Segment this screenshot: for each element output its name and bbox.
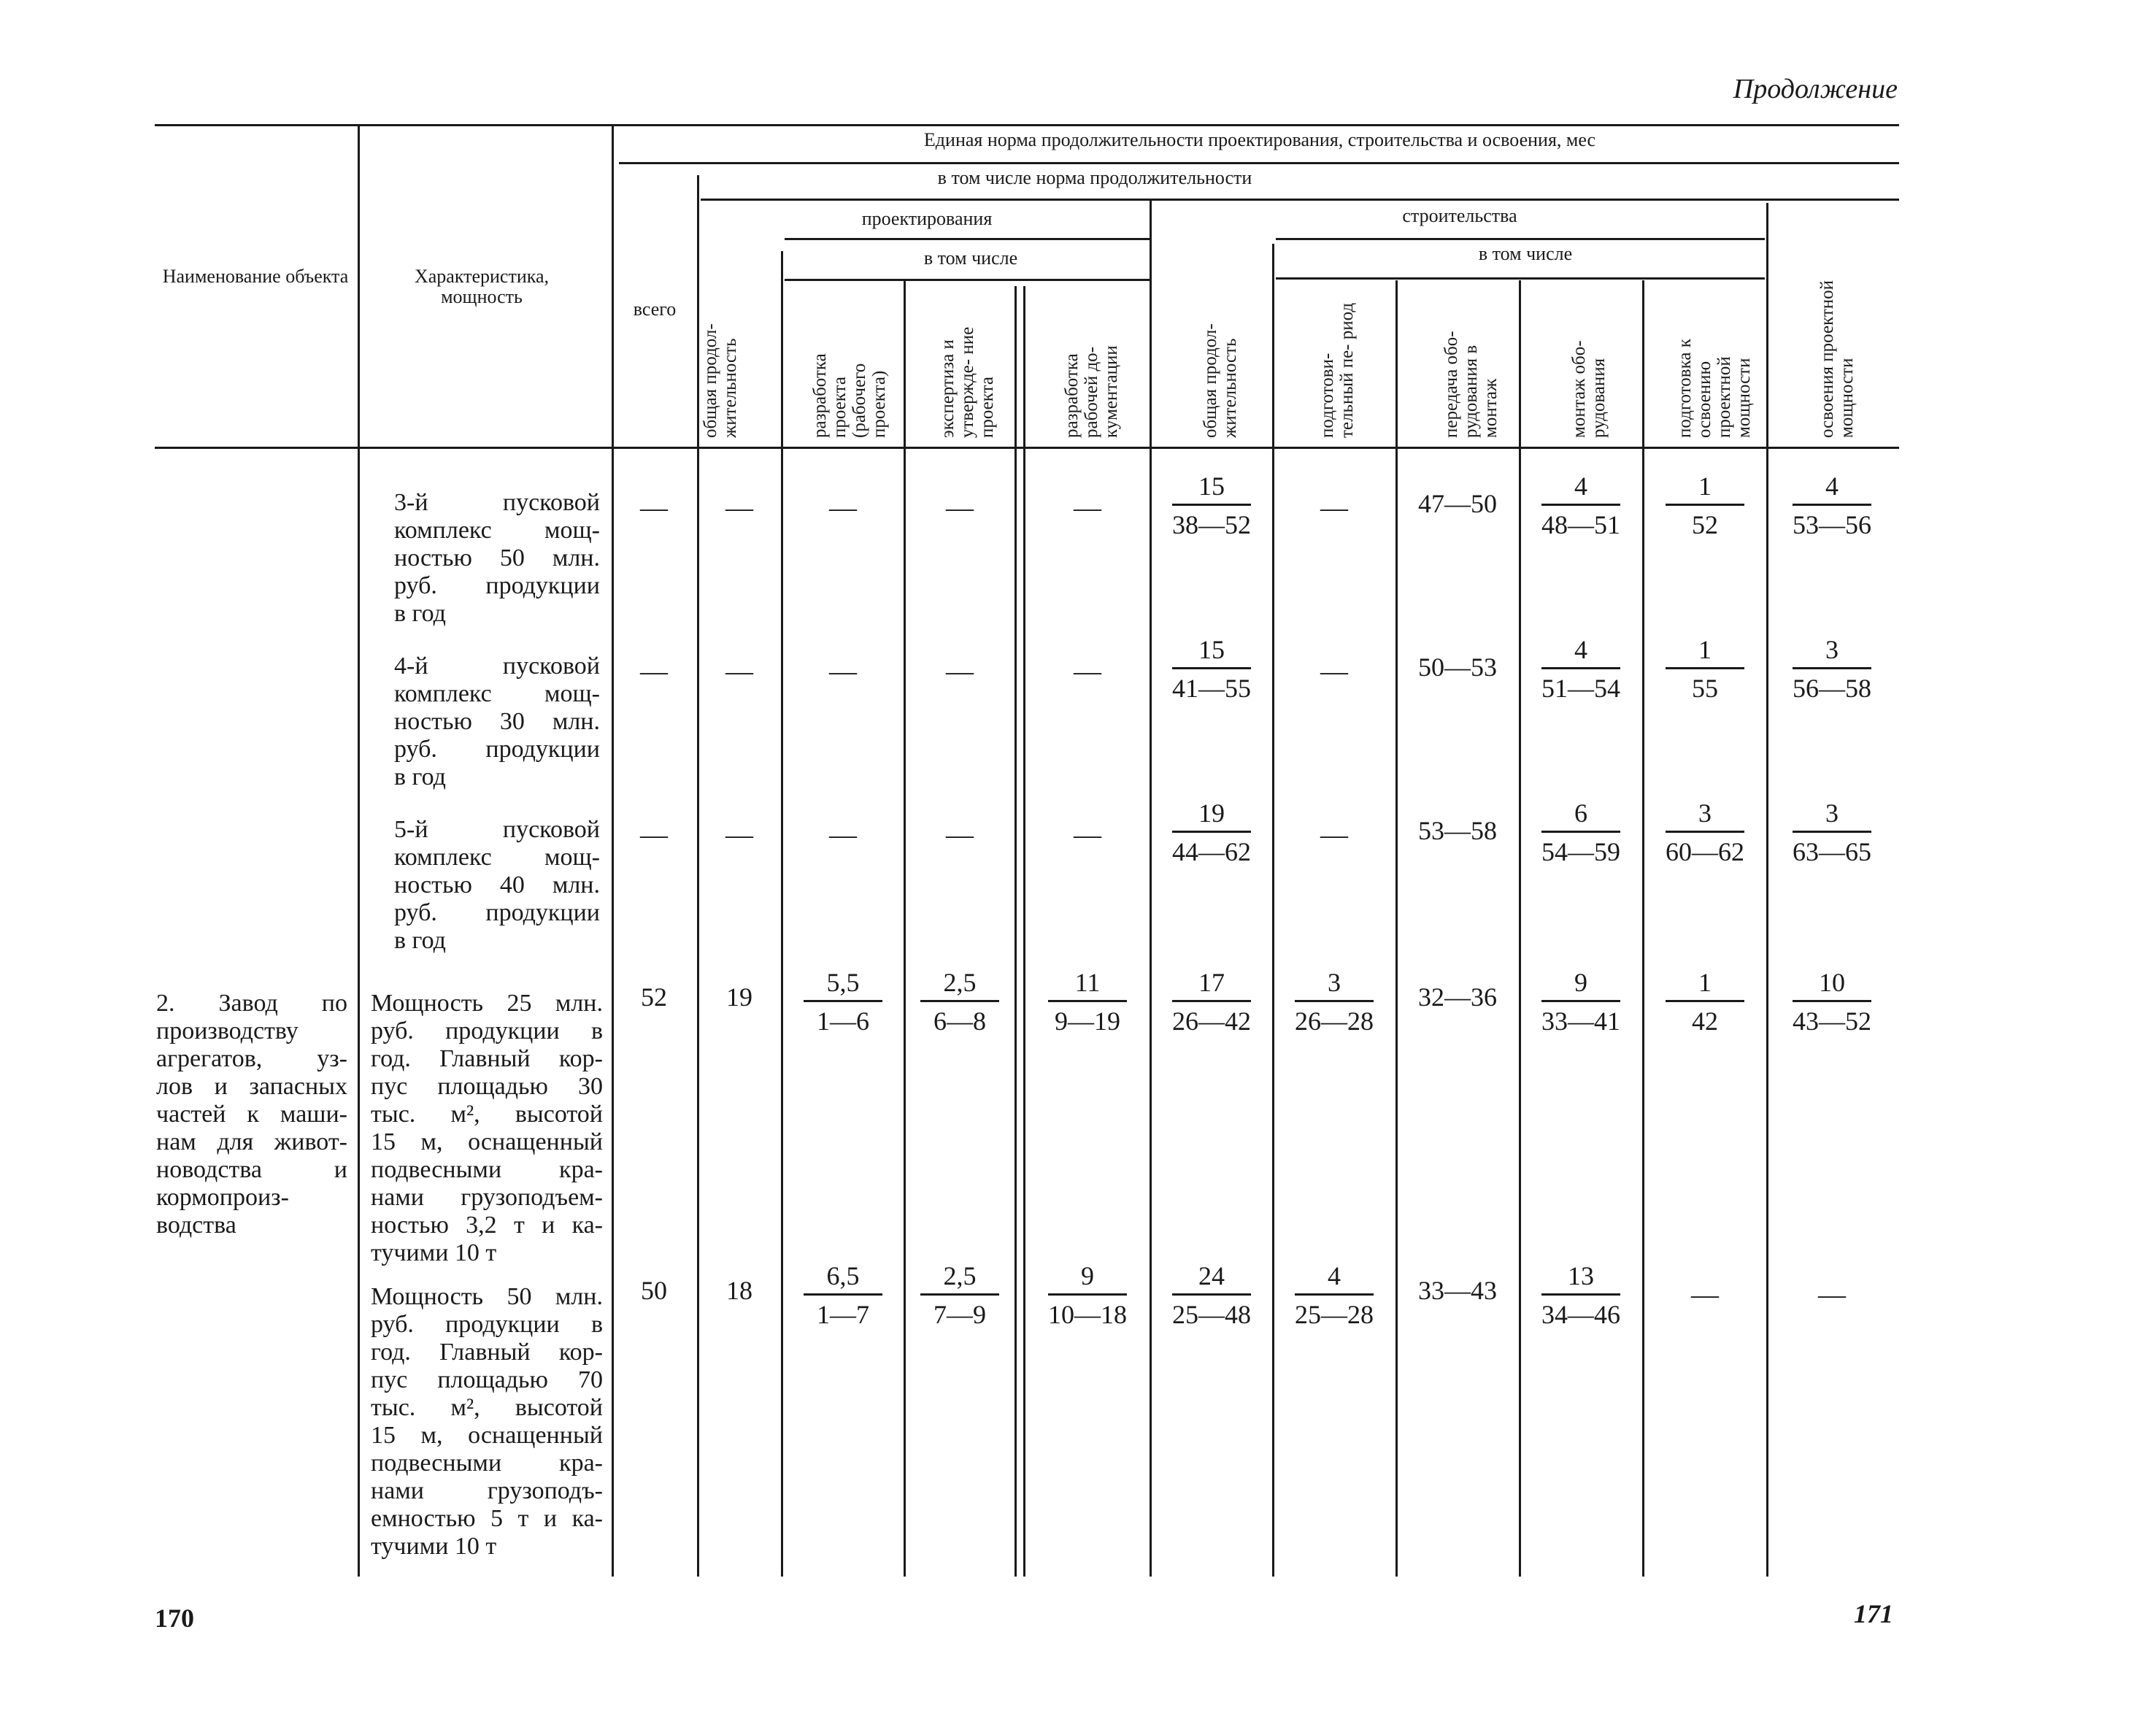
characteristic-line: ностью 30 млн. (394, 708, 600, 735)
characteristic-4 (371, 990, 603, 1267)
cell-c-prep-row3: — (1320, 820, 1348, 850)
header-construction-master: подготовка к освоению проектной мощности (1675, 339, 1754, 438)
header-including-construction: в том числе (1478, 243, 1573, 264)
page-number-right: 171 (1854, 1599, 1893, 1628)
cell-c-master-row1-numerator: 1 (1698, 472, 1712, 501)
cell-d-dev-row4-denominator: 1—6 (817, 1007, 869, 1036)
object-name-4 (156, 990, 347, 1239)
characteristic-line: руб. продукции (394, 899, 600, 926)
cell-c-transfer-row5: 33—43 (1418, 1276, 1497, 1305)
header-unified-norm: Единая норма продолжительности проектирования, строительства и освоения, мес (923, 129, 1596, 150)
cell-c-master-row2-numerator: 1 (1698, 635, 1712, 664)
cell-d-work-row4-denominator: 9—19 (1055, 1007, 1120, 1036)
characteristic-line: в год (394, 600, 446, 627)
cell-c-transfer-row4: 32—36 (1418, 982, 1497, 1012)
cell-c-prep-row4 (1290, 968, 1378, 1039)
header-construction-general: общая продол- жительность (1201, 323, 1240, 438)
cell-c-master-row2 (1661, 635, 1749, 706)
cell-c-master-row3 (1661, 798, 1749, 869)
characteristic-line: 15 м, оснащенный (371, 1422, 603, 1449)
cell-c-gen-row2-denominator: 41—55 (1172, 674, 1251, 703)
cell-d-work-row5 (1044, 1261, 1131, 1332)
characteristic-line: 3-й пусковой (394, 489, 600, 516)
characteristic-line: 4-й пусковой (394, 653, 600, 680)
characteristic-line: ностью 40 млн. (394, 871, 600, 898)
cell-c-gen-row4-denominator: 26—42 (1172, 1007, 1251, 1036)
header-construction: строительства (1402, 205, 1517, 226)
cell-c-prep-row4-denominator: 26—28 (1295, 1007, 1374, 1036)
cell-c-mount-row4-numerator: 9 (1574, 968, 1587, 997)
object-name-line: кормопроиз- (156, 1184, 289, 1211)
characteristic-line: ностью 3,2 т и ка- (371, 1212, 603, 1239)
cell-c-master-row3-numerator: 3 (1698, 798, 1712, 828)
cell-c-gen-row1-numerator: 15 (1198, 472, 1225, 501)
cell-c-master-row4-numerator: 1 (1698, 968, 1712, 997)
cell-mastering-row1-denominator: 53—56 (1793, 510, 1871, 539)
cell-c-mount-row1-numerator: 4 (1574, 472, 1587, 501)
cell-total-row5: 50 (641, 1276, 667, 1305)
characteristic-3 (394, 816, 600, 955)
cell-mastering-row4-numerator: 10 (1819, 968, 1845, 997)
cell-c-mount-row3 (1537, 798, 1625, 869)
header-construction-mount: монтаж обо- рудования (1569, 340, 1609, 438)
cell-c-master-row1 (1661, 472, 1749, 542)
cell-mastering-row5: — (1818, 1279, 1846, 1310)
cell-d-work-row4 (1044, 968, 1131, 1039)
cell-mastering-row4 (1788, 968, 1876, 1039)
header-construction-transfer: передача обо- рудования в монтаж (1441, 331, 1501, 438)
characteristic-line: тучими 10 т (371, 1239, 497, 1266)
header-design-general: общая продол- жительность (701, 323, 740, 438)
cell-d-work-row3: — (1074, 820, 1101, 850)
cell-c-master-row3-denominator: 60—62 (1666, 837, 1744, 866)
cell-mastering-row3-denominator: 63—65 (1793, 837, 1871, 866)
cell-c-transfer-row2: 50—53 (1418, 653, 1497, 682)
cell-d-exp-row5-numerator: 2,5 (943, 1261, 977, 1290)
cell-d-dev-row1: — (829, 493, 857, 523)
characteristic-line: ностью 50 млн. (394, 544, 600, 572)
cell-d-dev-row4 (799, 968, 887, 1039)
cell-c-mount-row4-denominator: 33—41 (1541, 1007, 1620, 1036)
cell-d-exp-row5 (916, 1261, 1004, 1332)
header-including-design: в том числе (923, 247, 1018, 269)
cell-c-prep-row4-numerator: 3 (1328, 968, 1341, 997)
cell-c-master-row5: — (1691, 1279, 1719, 1310)
cell-c-mount-row2-denominator: 51—54 (1541, 674, 1620, 703)
characteristic-line: нами грузоподъем- (371, 1184, 603, 1211)
cell-d-gen-row1: — (725, 493, 753, 523)
cell-d-dev-row3: — (829, 820, 857, 850)
cell-total-row3: — (640, 820, 668, 850)
cell-mastering-row2-numerator: 3 (1825, 635, 1839, 664)
object-name-line: 2. Завод по (156, 990, 347, 1017)
cell-c-gen-row4 (1168, 968, 1255, 1039)
characteristic-2 (394, 653, 600, 791)
characteristic-line: тыс. м², высотой (371, 1394, 603, 1421)
characteristic-line: в год (394, 927, 446, 954)
cell-d-gen-row4: 19 (726, 982, 752, 1012)
header-object-name: Наименование объекта (162, 266, 349, 287)
cell-c-gen-row2 (1168, 635, 1255, 706)
header-design-develop: разработка проекта (рабочего проекта) (810, 353, 889, 438)
cell-d-work-row1: — (1074, 493, 1101, 523)
cell-c-mount-row3-denominator: 54—59 (1541, 837, 1620, 866)
cell-c-mount-row2 (1537, 635, 1625, 706)
cell-c-transfer-row3: 53—58 (1418, 816, 1497, 845)
cell-c-prep-row2: — (1320, 656, 1348, 687)
characteristic-line: год. Главный кор- (371, 1339, 603, 1366)
page-number-left: 170 (155, 1604, 194, 1633)
cell-c-gen-row5-denominator: 25—48 (1172, 1300, 1251, 1329)
cell-c-gen-row5-numerator: 24 (1198, 1261, 1225, 1290)
characteristic-line: руб. продукции в (371, 1311, 603, 1338)
cell-d-work-row4-numerator: 11 (1074, 968, 1101, 997)
cell-d-work-row5-denominator: 10—18 (1048, 1300, 1127, 1329)
characteristic-line: пус площадью 30 (371, 1073, 603, 1100)
characteristic-1 (394, 489, 600, 628)
cell-total-row4: 52 (641, 982, 667, 1012)
cell-c-mount-row4 (1537, 968, 1625, 1039)
cell-mastering-row4-denominator: 43—52 (1793, 1007, 1871, 1036)
characteristic-line: тыс. м², высотой (371, 1101, 603, 1128)
header-construction-prep: подготови- тельный пе- риод (1317, 302, 1357, 438)
cell-c-prep-row5 (1290, 1261, 1378, 1332)
cell-c-prep-row5-denominator: 25—28 (1295, 1300, 1374, 1329)
characteristic-5 (371, 1283, 603, 1561)
cell-d-work-row2: — (1074, 656, 1101, 687)
cell-d-exp-row4-denominator: 6—8 (933, 1007, 986, 1036)
cell-d-dev-row5-numerator: 6,5 (826, 1261, 860, 1290)
characteristic-line: подвесными кра- (371, 1156, 603, 1183)
characteristic-line: Мощность 25 млн. (371, 990, 603, 1017)
cell-d-exp-row4 (916, 968, 1004, 1039)
object-name-line: водства (156, 1212, 236, 1239)
object-name-line: производству (156, 1017, 299, 1044)
header-design-expertise: экспертиза и утвержде- ние проекта (938, 326, 997, 438)
object-name-line: лов и запасных (156, 1073, 347, 1100)
cell-mastering-row3 (1788, 798, 1876, 869)
cell-c-gen-row5 (1168, 1261, 1255, 1332)
cell-c-mount-row2-numerator: 4 (1574, 635, 1587, 664)
characteristic-line: комплекс мощ- (394, 844, 600, 871)
cell-d-exp-row1: — (946, 493, 974, 523)
cell-mastering-row3-numerator: 3 (1825, 798, 1839, 828)
cell-d-gen-row2: — (725, 656, 753, 687)
cell-c-master-row4-denominator: 42 (1692, 1007, 1718, 1036)
cell-d-exp-row4-numerator: 2,5 (943, 968, 977, 997)
object-name-line: агрегатов, уз- (156, 1045, 347, 1072)
cell-c-gen-row3-numerator: 19 (1198, 798, 1225, 828)
cell-c-gen-row4-numerator: 17 (1198, 968, 1225, 997)
cell-d-exp-row2: — (946, 656, 974, 687)
header-design: проектирования (861, 208, 993, 229)
cell-d-gen-row5: 18 (726, 1276, 752, 1305)
cell-c-transfer-row1: 47—50 (1418, 489, 1497, 518)
characteristic-line: в год (394, 763, 446, 790)
header-design-workdocs: разработка рабочей до- кументации (1062, 345, 1121, 438)
characteristic-line: год. Главный кор- (371, 1045, 603, 1072)
cell-mastering-row1 (1788, 472, 1876, 542)
cell-c-master-row1-denominator: 52 (1692, 510, 1718, 539)
cell-c-mount-row5-numerator: 13 (1568, 1261, 1594, 1290)
characteristic-line: Мощность 50 млн. (371, 1283, 603, 1310)
cell-d-exp-row3: — (946, 820, 974, 850)
header-including-norm: в том числе норма продолжительности (937, 167, 1252, 188)
cell-mastering-row2 (1788, 635, 1876, 706)
cell-c-gen-row3-denominator: 44—62 (1172, 837, 1251, 866)
characteristic-line: 5-й пусковой (394, 816, 600, 843)
characteristic-line: пус площадью 70 (371, 1366, 603, 1393)
characteristic-line: емностью 5 т и ка- (371, 1505, 603, 1532)
cell-c-mount-row1-denominator: 48—51 (1541, 510, 1620, 539)
cell-d-dev-row5 (799, 1261, 887, 1332)
cell-c-gen-row3 (1168, 798, 1255, 869)
cell-c-mount-row5-denominator: 34—46 (1541, 1300, 1620, 1329)
cell-d-dev-row2: — (829, 656, 857, 687)
cell-d-dev-row4-numerator: 5,5 (826, 968, 860, 997)
characteristic-line: руб. продукции в (371, 1017, 603, 1044)
cell-c-prep-row5-numerator: 4 (1328, 1261, 1341, 1290)
cell-mastering-row1-numerator: 4 (1825, 472, 1839, 501)
cell-d-gen-row3: — (725, 820, 753, 850)
header-characteristic: Характеристика, мощность (414, 266, 550, 307)
characteristic-line: подвесными кра- (371, 1450, 603, 1477)
cell-c-gen-row1-denominator: 38—52 (1172, 510, 1251, 539)
characteristic-line: руб. продукции (394, 736, 600, 763)
header-mastering: освоения проектной мощности (1817, 280, 1857, 438)
object-name-line: нам для живот- (156, 1128, 347, 1155)
characteristic-line: комплекс мощ- (394, 680, 600, 707)
cell-c-mount-row3-numerator: 6 (1574, 798, 1587, 828)
cell-mastering-row2-denominator: 56—58 (1793, 674, 1871, 703)
cell-c-prep-row1: — (1320, 493, 1348, 523)
cell-d-dev-row5-denominator: 1—7 (817, 1300, 869, 1329)
characteristic-line: руб. продукции (394, 572, 600, 599)
header-total: всего (633, 299, 677, 320)
cell-d-work-row5-numerator: 9 (1081, 1261, 1094, 1290)
characteristic-line: комплекс мощ- (394, 517, 600, 544)
cell-c-mount-row1 (1537, 472, 1625, 542)
cell-c-gen-row2-numerator: 15 (1198, 635, 1225, 664)
cell-c-master-row4 (1661, 968, 1749, 1039)
cell-c-gen-row1 (1168, 472, 1255, 542)
cell-total-row1: — (640, 493, 668, 523)
object-name-line: частей к маши- (156, 1101, 347, 1128)
characteristic-line: нами грузоподъ- (371, 1477, 603, 1504)
object-name-line: новодства и (156, 1156, 347, 1183)
cell-d-exp-row5-denominator: 7—9 (933, 1300, 986, 1329)
cell-c-master-row2-denominator: 55 (1692, 674, 1718, 703)
characteristic-line: тучими 10 т (371, 1533, 497, 1560)
cell-c-mount-row5 (1537, 1261, 1625, 1332)
characteristic-line: 15 м, оснащенный (371, 1128, 603, 1155)
cell-total-row2: — (640, 656, 668, 687)
continuation-label: Продолжение (1733, 74, 1898, 104)
